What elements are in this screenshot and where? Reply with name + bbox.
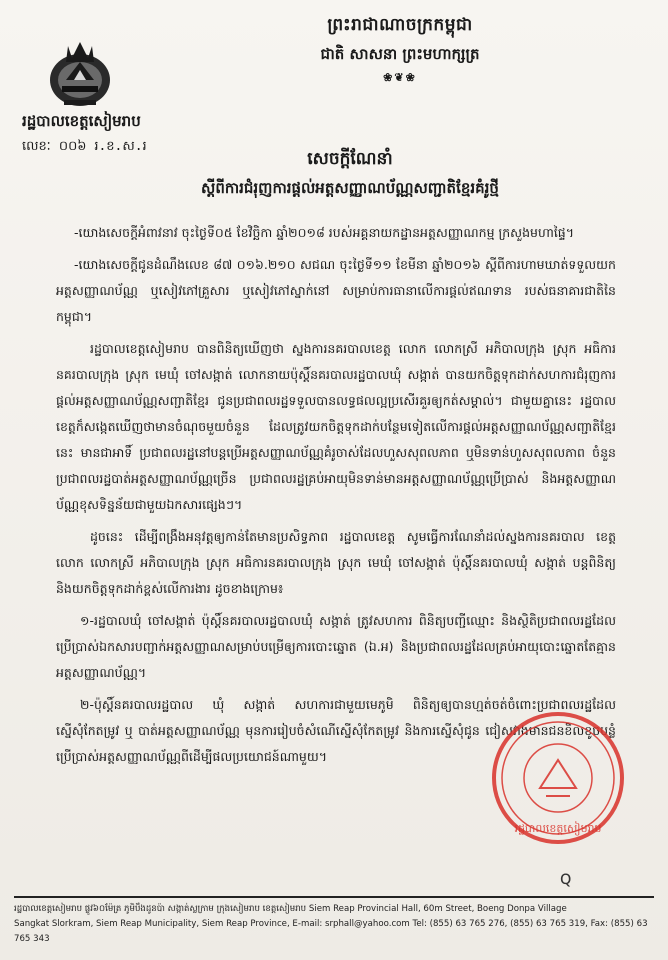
- footer-line-1: រដ្ឋបាលខេត្តសៀមរាប ផ្លូវ៦០ម៉ែត្រ ភូមិបឹងដូនប៉ា សង្កាត់ស្លក្រាម ក្រុងសៀមរាប ខេត្តសៀមរាប Siem Reap Provincial Hall, 60m Street, Boeng Donpa Village: [14, 904, 567, 914]
- instruction-item-2: ២-ប៉ុស្តិ៍នគរបាលរដ្ឋបាល ឃុំ សង្កាត់ សហការជាមួយមេភូមិ ពិនិត្យឲ្យបានហ្មត់ចត់ចំពោះប្រជាពលរដ្ឋដែលស្នើសុំកែតម្រូវ ឬ បាត់អត្តសញ្ញាណប័ណ្ណ មុនការរៀបចំសំណើស្នើសុំកែតម្រូវ និងការស្នើសុំជូន ជៀសវាងមានជនខិលខូចបន្លំប្រើប្រាស់អត្តសញ្ញាណប័ណ្ណពីដើម្បីផលប្រយោជន៍ណាមួយ។: [56, 697, 616, 764]
- letterhead: [200, 14, 600, 84]
- paragraph-1: រដ្ឋបាលខេត្តសៀមរាប បានពិនិត្យឃើញថា ស្នងការនគរបាលខេត្ត លោក លោកស្រី អភិបាលក្រុង ស្រុក អធិការនគរបាលក្រុង ស្រុក មេឃុំ ចៅសង្កាត់ លោកនាយប៉ុស្តិ៍នគរបាលរដ្ឋបាលឃុំ សង្កាត់ បានយកចិត្តទុកដាក់សហការជំរុញការផ្តល់អត្តសញ្ញាណប័ណ្ណសញ្ជាតិខ្មែរ ជូនប្រជាពលរដ្ឋទទួលបានលទ្ធផលល្អប្រសើរគួរឲ្យកត់សម្គាល់។ ជាមួយគ្នានេះ រដ្ឋបាលខេត្តក៏សង្កេតឃើញថាមានចំណុចមួយចំនួន ដែលត្រូវយកចិត្តទុកដាក់បន្ថែមទៀតលើការផ្តល់អត្តសញ្ញាណប័ណ្ណសញ្ជាតិខ្មែរនេះ មានជាអាទិ៍ ប្រជាពលរដ្ឋនៅបន្តប្រើអត្តសញ្ញាណប័ណ្ណគំរូចាស់ដែលហួសសុពលភាព ឬមិនទាន់ហួសសុពលភាព ចំនួនប្រជាពលរដ្ឋបាត់អត្តសញ្ញាណប័ណ្ណច្រើន ប្រជាពលរដ្ឋគ្រប់អាយុមិនទាន់មានអត្តសញ្ញាណប័ណ្ណប្រើប្រាស់ និងអត្តសញ្ញាណប័ណ្ណខុសទិន្នន័យជាមួយឯកសារផ្សេងៗ។: [56, 341, 616, 512]
- issuing-authority: រដ្ឋបាលខេត្តសៀមរាប: [22, 112, 141, 130]
- title-subject: ស្តីពីការជំរុញការផ្តល់អត្តសញ្ញាណប័ណ្ណសញ្ជាតិខ្មែរគំរូថ្មី: [201, 179, 499, 197]
- reference-label: លេខៈ: [22, 139, 51, 154]
- ornament-divider: ❀❦❀: [383, 71, 417, 84]
- official-seal-icon: [488, 708, 628, 848]
- reference-2: -យោងសេចក្តីជូនដំណឹងលេខ ៨៧ ០១៦.២១០ សជណ ចុះថ្ងៃទី១១ ខែមីនា ឆ្នាំ២០១៦ ស្តីពីការហាមឃាត់ទទួលយកអត្តសញ្ញាណប័ណ្ណ ឬសៀវភៅគ្រួសារ ឬសៀវភៅស្នាក់នៅ សម្រាប់ការធានាលើការផ្តល់ឥណទាន របស់ធនាគារជាតិនៃកម្ពុជា។: [56, 257, 616, 324]
- document-body: [56, 220, 616, 776]
- kingdom-heading: ព្រះរាជាណាចក្រកម្ពុជា: [327, 15, 473, 35]
- footer-line-2: Sangkat Slorkram, Siem Reap Municipality, Siem Reap Province, E-mail: srphall@yahoo.com Tel: (855) 63 765 276, (855) 63 765 319, Fax: (855) 63 765 343: [14, 919, 648, 944]
- footer-contact: [14, 902, 654, 947]
- reference-1: -យោងសេចក្តីអំពាវនាវ ចុះថ្ងៃទី០៥ ខែវិច្ឆិកា ឆ្នាំ២០១៨ របស់អគ្គនាយកដ្ឋានអត្តសញ្ញាណកម្ម ក្រសួងមហាផ្ទៃ។: [74, 225, 574, 240]
- footer-divider: [14, 896, 654, 898]
- seal-text: រដ្ឋបាលខេត្តសៀមរាប: [514, 822, 602, 835]
- document-title: [140, 148, 560, 201]
- reference-number: ០០៦ រ.ខ.ស.រ: [58, 139, 147, 154]
- national-motto: ជាតិ សាសនា ព្រះមហាក្សត្រ: [320, 45, 480, 63]
- instruction-item-1: ១-រដ្ឋបាលឃុំ ចៅសង្កាត់ ប៉ុស្តិ៍នគរបាលរដ្ឋបាលឃុំ សង្កាត់ ត្រូវសហការ ពិនិត្យបញ្ជីឈ្មោះ និងស្ថិតិប្រជាពលរដ្ឋដែលប្រើប្រាស់ឯកសារបញ្ជាក់អត្តសញ្ញាណសម្រាប់បម្រើឲ្យការបោះឆ្នោត (ឯ.អ) និងប្រជាពលរដ្ឋដែលគ្រប់អាយុបោះឆ្នោតតែគ្មានអត្តសញ្ញាណប័ណ្ណ។: [56, 613, 616, 680]
- provincial-emblem-icon: [44, 36, 116, 110]
- title-main: សេចក្តីណែនាំ: [307, 149, 393, 169]
- reference-number-line: [22, 138, 147, 157]
- signature-mark: ꞯ: [560, 868, 572, 889]
- paragraph-2: ដូចនេះ ដើម្បីពង្រឹងអនុវត្តឲ្យកាន់តែមានប្រសិទ្ធភាព រដ្ឋបាលខេត្ត សូមធ្វើការណែនាំដល់ស្នងការនគរបាល ខេត្ត លោក លោកស្រី អភិបាលក្រុង ស្រុក អធិការនគរបាលក្រុង ស្រុក មេឃុំ ចៅសង្កាត់ ប៉ុស្តិ៍នគរបាលឃុំ សង្កាត់ បន្តពិនិត្យ និងយកចិត្តទុកដាក់ខ្ពស់លើការងារ ដូចខាងក្រោម៖: [56, 529, 616, 596]
